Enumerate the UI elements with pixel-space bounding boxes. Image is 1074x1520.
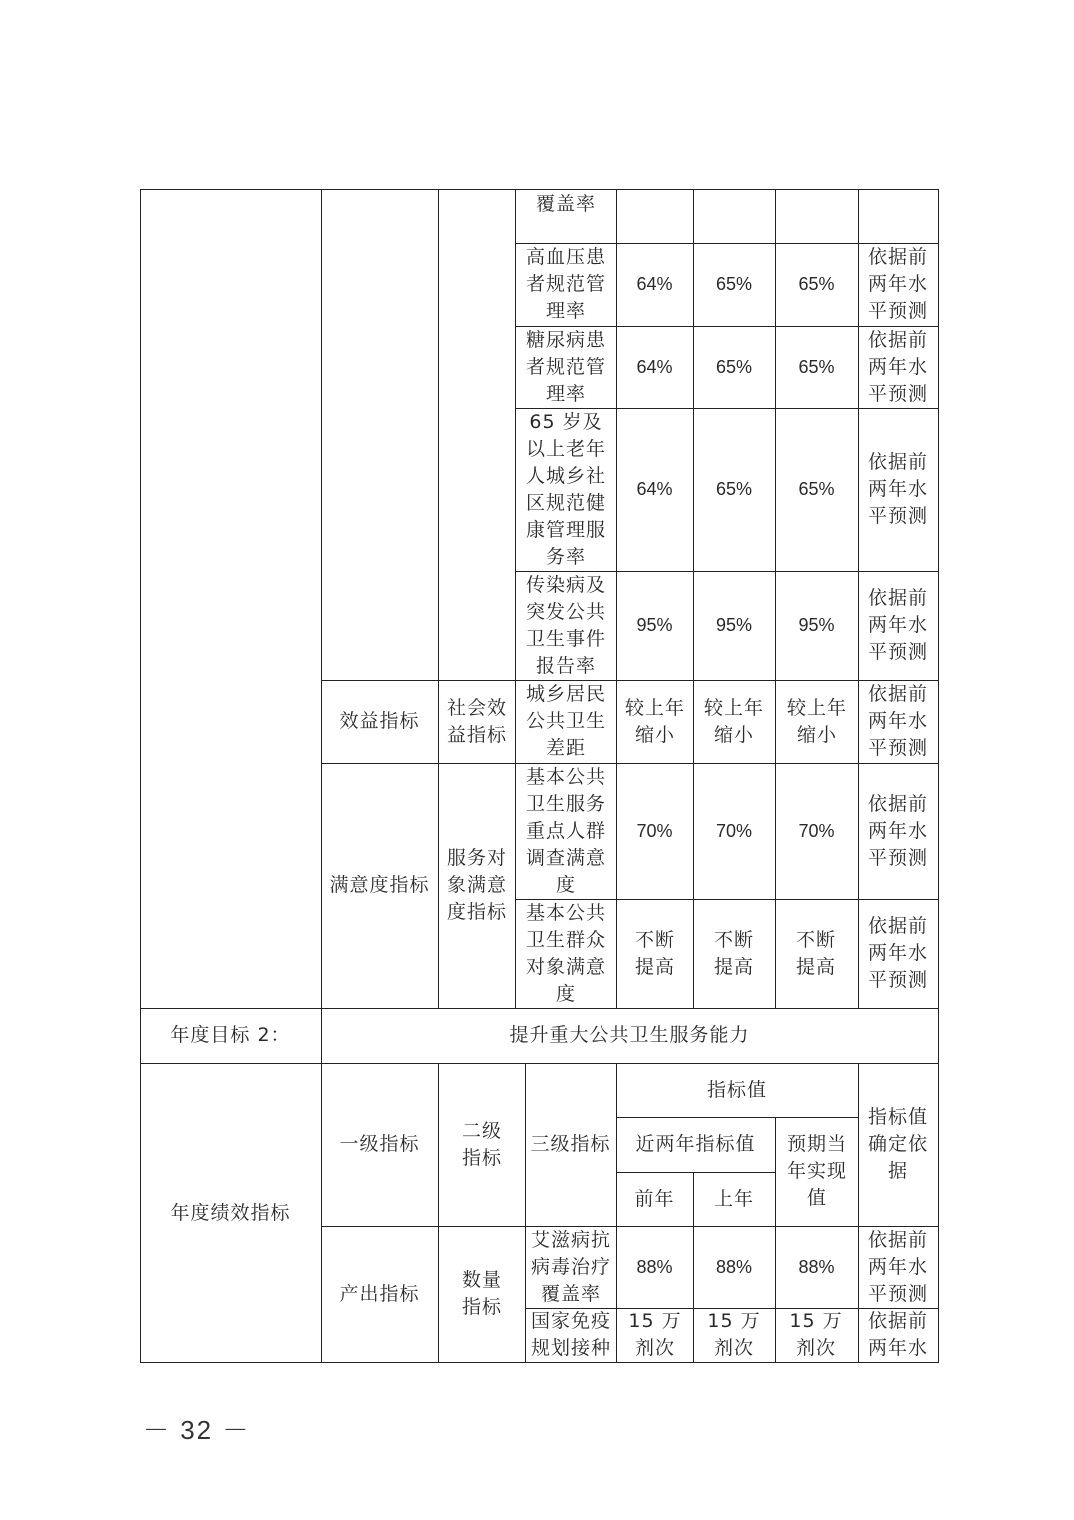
prev-year-value: 70% bbox=[636, 820, 673, 841]
indicator-cell: 基本公共卫生群众对象满意度 bbox=[525, 901, 606, 1005]
indicator-cell: 糖尿病患者规范管理率 bbox=[525, 328, 606, 405]
page-number: － 32 － bbox=[143, 1415, 251, 1445]
basis-cell: 依据前两年水平预测 bbox=[867, 915, 928, 991]
level2-service-satisfaction: 服务对象满意度指标 bbox=[446, 847, 507, 923]
prev-year-value: 不断提高 bbox=[634, 928, 675, 978]
basis-cell: 依据前两年水平预测 bbox=[867, 683, 928, 759]
header-last-year: 上年 bbox=[713, 1187, 754, 1210]
header-expected: 预期当年实现值 bbox=[786, 1133, 847, 1209]
level1-satisfaction: 满意度指标 bbox=[329, 874, 430, 896]
expected-value: 65% bbox=[798, 479, 835, 499]
last-year-value: 较上年缩小 bbox=[703, 696, 764, 746]
indicator-cell: 65 岁及以上老年人城乡社区规范健康管理服务率 bbox=[525, 410, 606, 568]
expected-value: 88% bbox=[798, 1256, 835, 1277]
basis-cell: 依据前两年水 bbox=[867, 1310, 928, 1359]
last-year-value: 65% bbox=[715, 356, 753, 377]
grid-line bbox=[515, 189, 516, 1008]
basis-cell: 依据前两年水平预测 bbox=[867, 451, 928, 527]
basis-cell: 依据前两年水平预测 bbox=[867, 246, 928, 322]
last-year-value: 65% bbox=[715, 274, 753, 294]
header-level2: 二级指标 bbox=[461, 1119, 502, 1169]
expected-value: 95% bbox=[798, 615, 835, 635]
level2-quantity: 数量指标 bbox=[461, 1269, 502, 1318]
grid-line bbox=[438, 1063, 439, 1363]
last-year-value: 95% bbox=[715, 615, 753, 635]
expected-value: 65% bbox=[798, 274, 835, 294]
prev-year-value: 88% bbox=[636, 1256, 673, 1277]
basis-cell: 依据前两年水平预测 bbox=[867, 792, 928, 869]
prev-year-value: 64% bbox=[636, 479, 673, 499]
basis-cell: 依据前两年水平预测 bbox=[867, 1228, 928, 1305]
indicator-cell: 城乡居民公共卫生差距 bbox=[525, 683, 606, 759]
last-year-value: 70% bbox=[715, 820, 753, 841]
expected-value: 65% bbox=[798, 356, 835, 377]
prev-year-value: 95% bbox=[636, 615, 673, 635]
basis-cell: 依据前两年水平预测 bbox=[867, 328, 928, 405]
prev-year-value: 64% bbox=[636, 274, 673, 294]
level1-output: 产出指标 bbox=[339, 1282, 420, 1305]
level1-benefit: 效益指标 bbox=[339, 710, 420, 732]
header-prev-year: 前年 bbox=[634, 1187, 675, 1210]
indicator-cell: 传染病及突发公共卫生事件报告率 bbox=[525, 573, 606, 677]
prev-year-value: 较上年缩小 bbox=[624, 696, 685, 746]
expected-value: 70% bbox=[798, 820, 835, 841]
annual-performance-label: 年度绩效指标 bbox=[170, 1201, 291, 1224]
header-recent-two-years: 近两年指标值 bbox=[635, 1133, 756, 1155]
goal2-label: 年度目标 2： bbox=[170, 1024, 291, 1046]
header-basis: 指标值确定依据 bbox=[867, 1106, 928, 1182]
header-level1: 一级指标 bbox=[339, 1133, 420, 1155]
indicator-cell: 艾滋病抗病毒治疗覆盖率 bbox=[530, 1228, 611, 1305]
last-year-value: 65% bbox=[715, 479, 753, 499]
prev-year-value: 15 万剂次 bbox=[628, 1310, 682, 1359]
expected-value: 15 万剂次 bbox=[789, 1310, 843, 1359]
expected-value: 不断提高 bbox=[795, 928, 836, 978]
header-level3: 三级指标 bbox=[530, 1133, 611, 1155]
last-year-value: 不断提高 bbox=[713, 928, 754, 978]
header-value: 指标值 bbox=[706, 1078, 767, 1101]
indicator-cell: 基本公共卫生服务重点人群调查满意度 bbox=[525, 765, 606, 896]
grid-line bbox=[858, 189, 859, 1008]
prev-year-value: 64% bbox=[636, 356, 673, 377]
grid-line bbox=[858, 1063, 859, 1363]
table-border-right bbox=[938, 189, 939, 1363]
goal2-text: 提升重大公共卫生服务能力 bbox=[509, 1024, 750, 1046]
last-year-value: 88% bbox=[715, 1256, 753, 1277]
indicator-cell: 高血压患者规范管理率 bbox=[525, 246, 606, 322]
grid-line bbox=[438, 189, 439, 1008]
expected-value: 较上年缩小 bbox=[786, 696, 847, 746]
basis-cell: 依据前两年水平预测 bbox=[867, 587, 928, 663]
indicator-cell: 国家免疫规划接种 bbox=[530, 1310, 611, 1359]
last-year-value: 15 万剂次 bbox=[707, 1310, 761, 1359]
level2-social-benefit: 社会效益指标 bbox=[446, 696, 507, 746]
indicator-cell: 覆盖率 bbox=[535, 192, 596, 215]
